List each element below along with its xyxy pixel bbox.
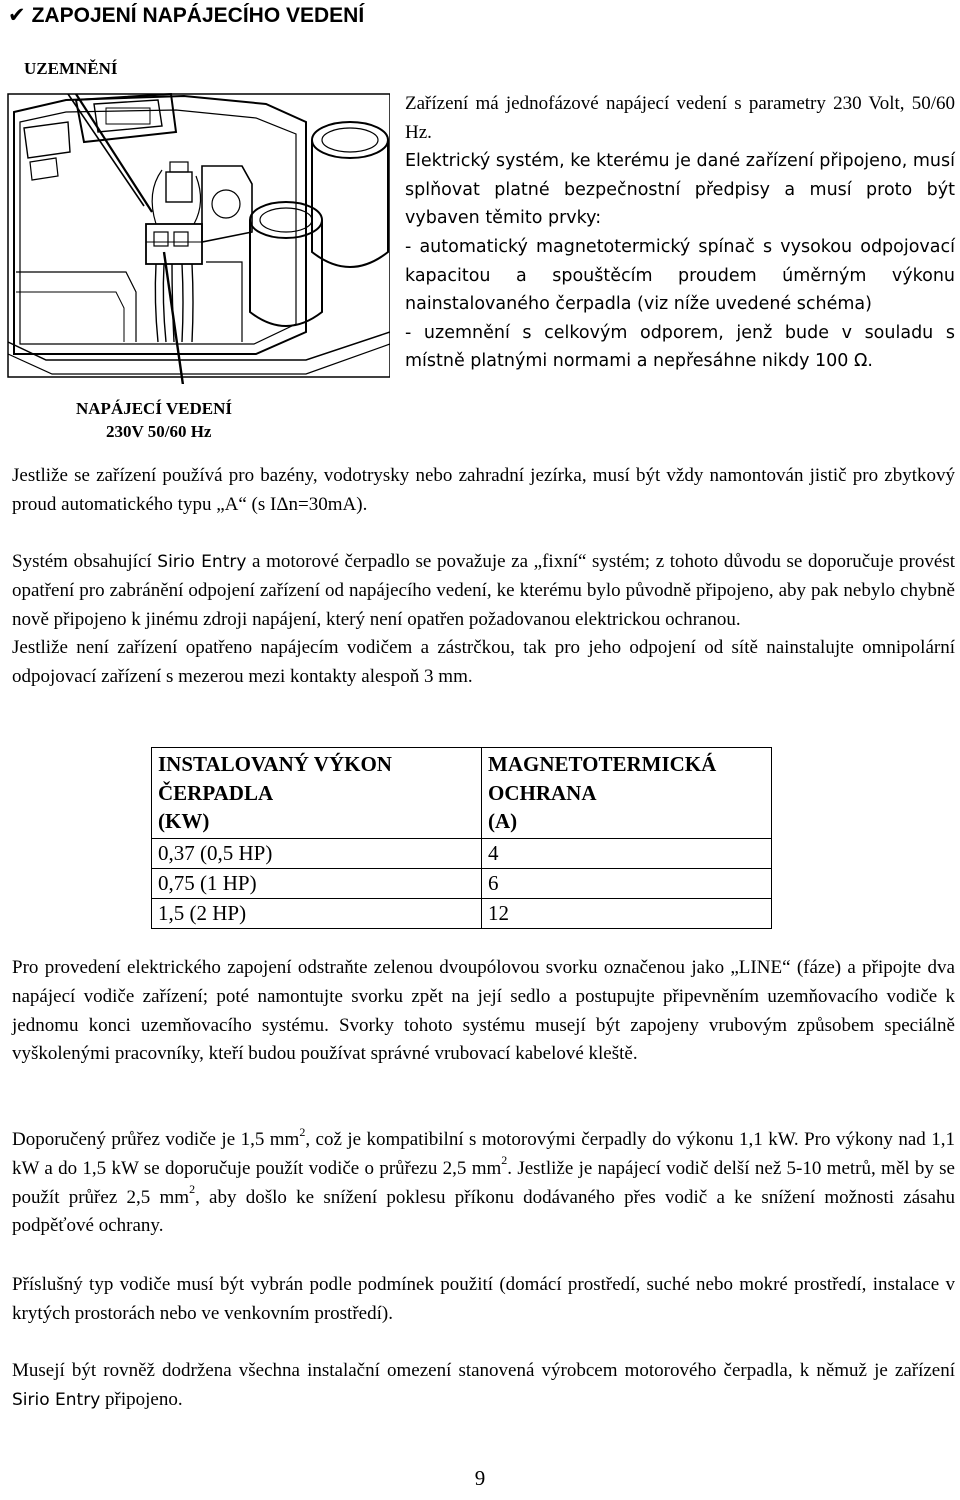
brand-name: Sirio Entry xyxy=(157,552,247,572)
intro-p3: - automatický magnetotermický spínač s vysokou odpojovací kapacitou a spouštěcím proudem úměrným výkonu nainstalovaného čerpadla (viz níže uvedené schéma) xyxy=(405,236,955,315)
section-heading xyxy=(8,4,364,28)
table-row xyxy=(152,838,772,868)
section-heading-text: ZAPOJENÍ NAPÁJECÍHO VEDENÍ xyxy=(31,4,365,27)
intro-p4: - uzemnění s celkovým odporem, jenž bude v souladu s místně platnými normami a nepřesáhne nikdy 100 Ω. xyxy=(405,322,955,372)
rcd-paragraph: Jestliže se zařízení používá pro bazény, vodotrysky nebo zahradní jezírka, musí být vždy namontován jistič pro zbytkový proud automatického typu „A“ (s IΔn=30mA). xyxy=(12,465,955,515)
fixed-system-text-a: Systém obsahující xyxy=(12,551,158,572)
brand-name: Sirio Entry xyxy=(12,1389,101,1410)
page-number: 9 xyxy=(474,1466,486,1490)
table-cell-protection: 4 xyxy=(482,838,772,868)
table-cell-power: 0,75 (1 HP) xyxy=(152,868,482,898)
table-row xyxy=(152,868,772,898)
cross-section-paragraph: Doporučený průřez vodiče je 1,5 $mm^2$, což je kompatibilní s motorovými čerpadly do výkonu 1,1 kW. Pro výkony nad 1,1 kW a do 1,5 kW se doporučuje použít vodiče o průřezu 2,5 $mm^2$. Jestliže je napájecí vodič delší než 5-10 metrů, měl by se použít průřez 2,5 $mm^2$, aby došlo ke snížení poklesu příkonu dodávaného přes vodič a ke snížení možnosti zásahu podpěťové ochrany. xyxy=(12,1124,955,1237)
device-wiring-illustration xyxy=(6,92,390,384)
fixed-system-paragraph xyxy=(12,548,955,692)
table-header-protection: MAGNETOTERMICKÁ OCHRANA (A) xyxy=(482,748,772,839)
ground-label: UZEMNĚNÍ xyxy=(24,59,118,78)
conductor-type-paragraph: Příslušný typ vodiče musí být vybrán podle podmínek použití (domácí prostředí, suché nebo mokré prostředí, instalace v krytých prostorách nebo ve venkovním prostředí). xyxy=(12,1274,955,1324)
fixed-system-text-c: Jestliže není zařízení opatřeno napájecím vodičem a zástrčkou, tak pro jeho odpojení od sítě nainstalujte omnipolární odpojovací zařízení s mezerou mezi kontakty alespoň 3 mm. xyxy=(12,637,955,688)
table-header-row xyxy=(152,748,772,839)
table-header-power: INSTALOVANÝ VÝKON ČERPADLA (KW) xyxy=(152,748,482,839)
installation-limits-paragraph: Musejí být rovněž dodržena všechna instalační omezení stanovená výrobcem motorového čerpadla, k němuž je zařízení Sirio Entry připojeno. xyxy=(12,1360,955,1410)
intro-p1: Zařízení má jednofázové napájecí vedení s parametry 230 Volt, 50/60 Hz. xyxy=(405,93,955,143)
supply-label-line2: 230V 50/60 Hz xyxy=(106,422,212,441)
wiring-paragraph: Pro provedení elektrického zapojení odstraňte zelenou dvoupólovou svorku označenou jako „LINE“ (fáze) a připojte dva napájecí vodiče zařízení; poté namontujte svorku zpět na její sedlo a postupujte připevněním uzemňovacího vodiče k jednomu konci uzemňovacího systému. Svorky tohoto systému musejí být zapojeny vrubovým způsobem speciálně vyškolenými pracovníky, kteří budou používat správné vrubovací kabelové kleště. xyxy=(12,957,955,1065)
checkmark-icon: ✔ xyxy=(8,4,26,27)
table-cell-protection: 12 xyxy=(482,898,772,928)
power-protection-table xyxy=(151,747,772,929)
table-cell-power: 1,5 (2 HP) xyxy=(152,898,482,928)
table-row xyxy=(152,898,772,928)
table-cell-protection: 6 xyxy=(482,868,772,898)
intro-text xyxy=(405,90,955,376)
fixed-system-text-b: a motorové čerpadlo se považuje za „fixní“ systém; z tohoto důvodu se doporučuje provést opatření pro zabránění odpojení zařízení od napájecího vedení, ke kterému bylo původně připojeno, aby pak nebylo chybně nově připojeno k jinému zdroji napájení, který není opatřen požadovanou elektrickou ochranou. xyxy=(12,551,955,630)
table-cell-power: 0,37 (0,5 HP) xyxy=(152,838,482,868)
supply-label-line1: NAPÁJECÍ VEDENÍ xyxy=(76,399,233,418)
intro-p2: Elektrický systém, ke kterému je dané zařízení připojeno, musí splňovat platné bezpečnostní předpisy a musí proto být vybaven těmito prvky: xyxy=(405,151,955,229)
